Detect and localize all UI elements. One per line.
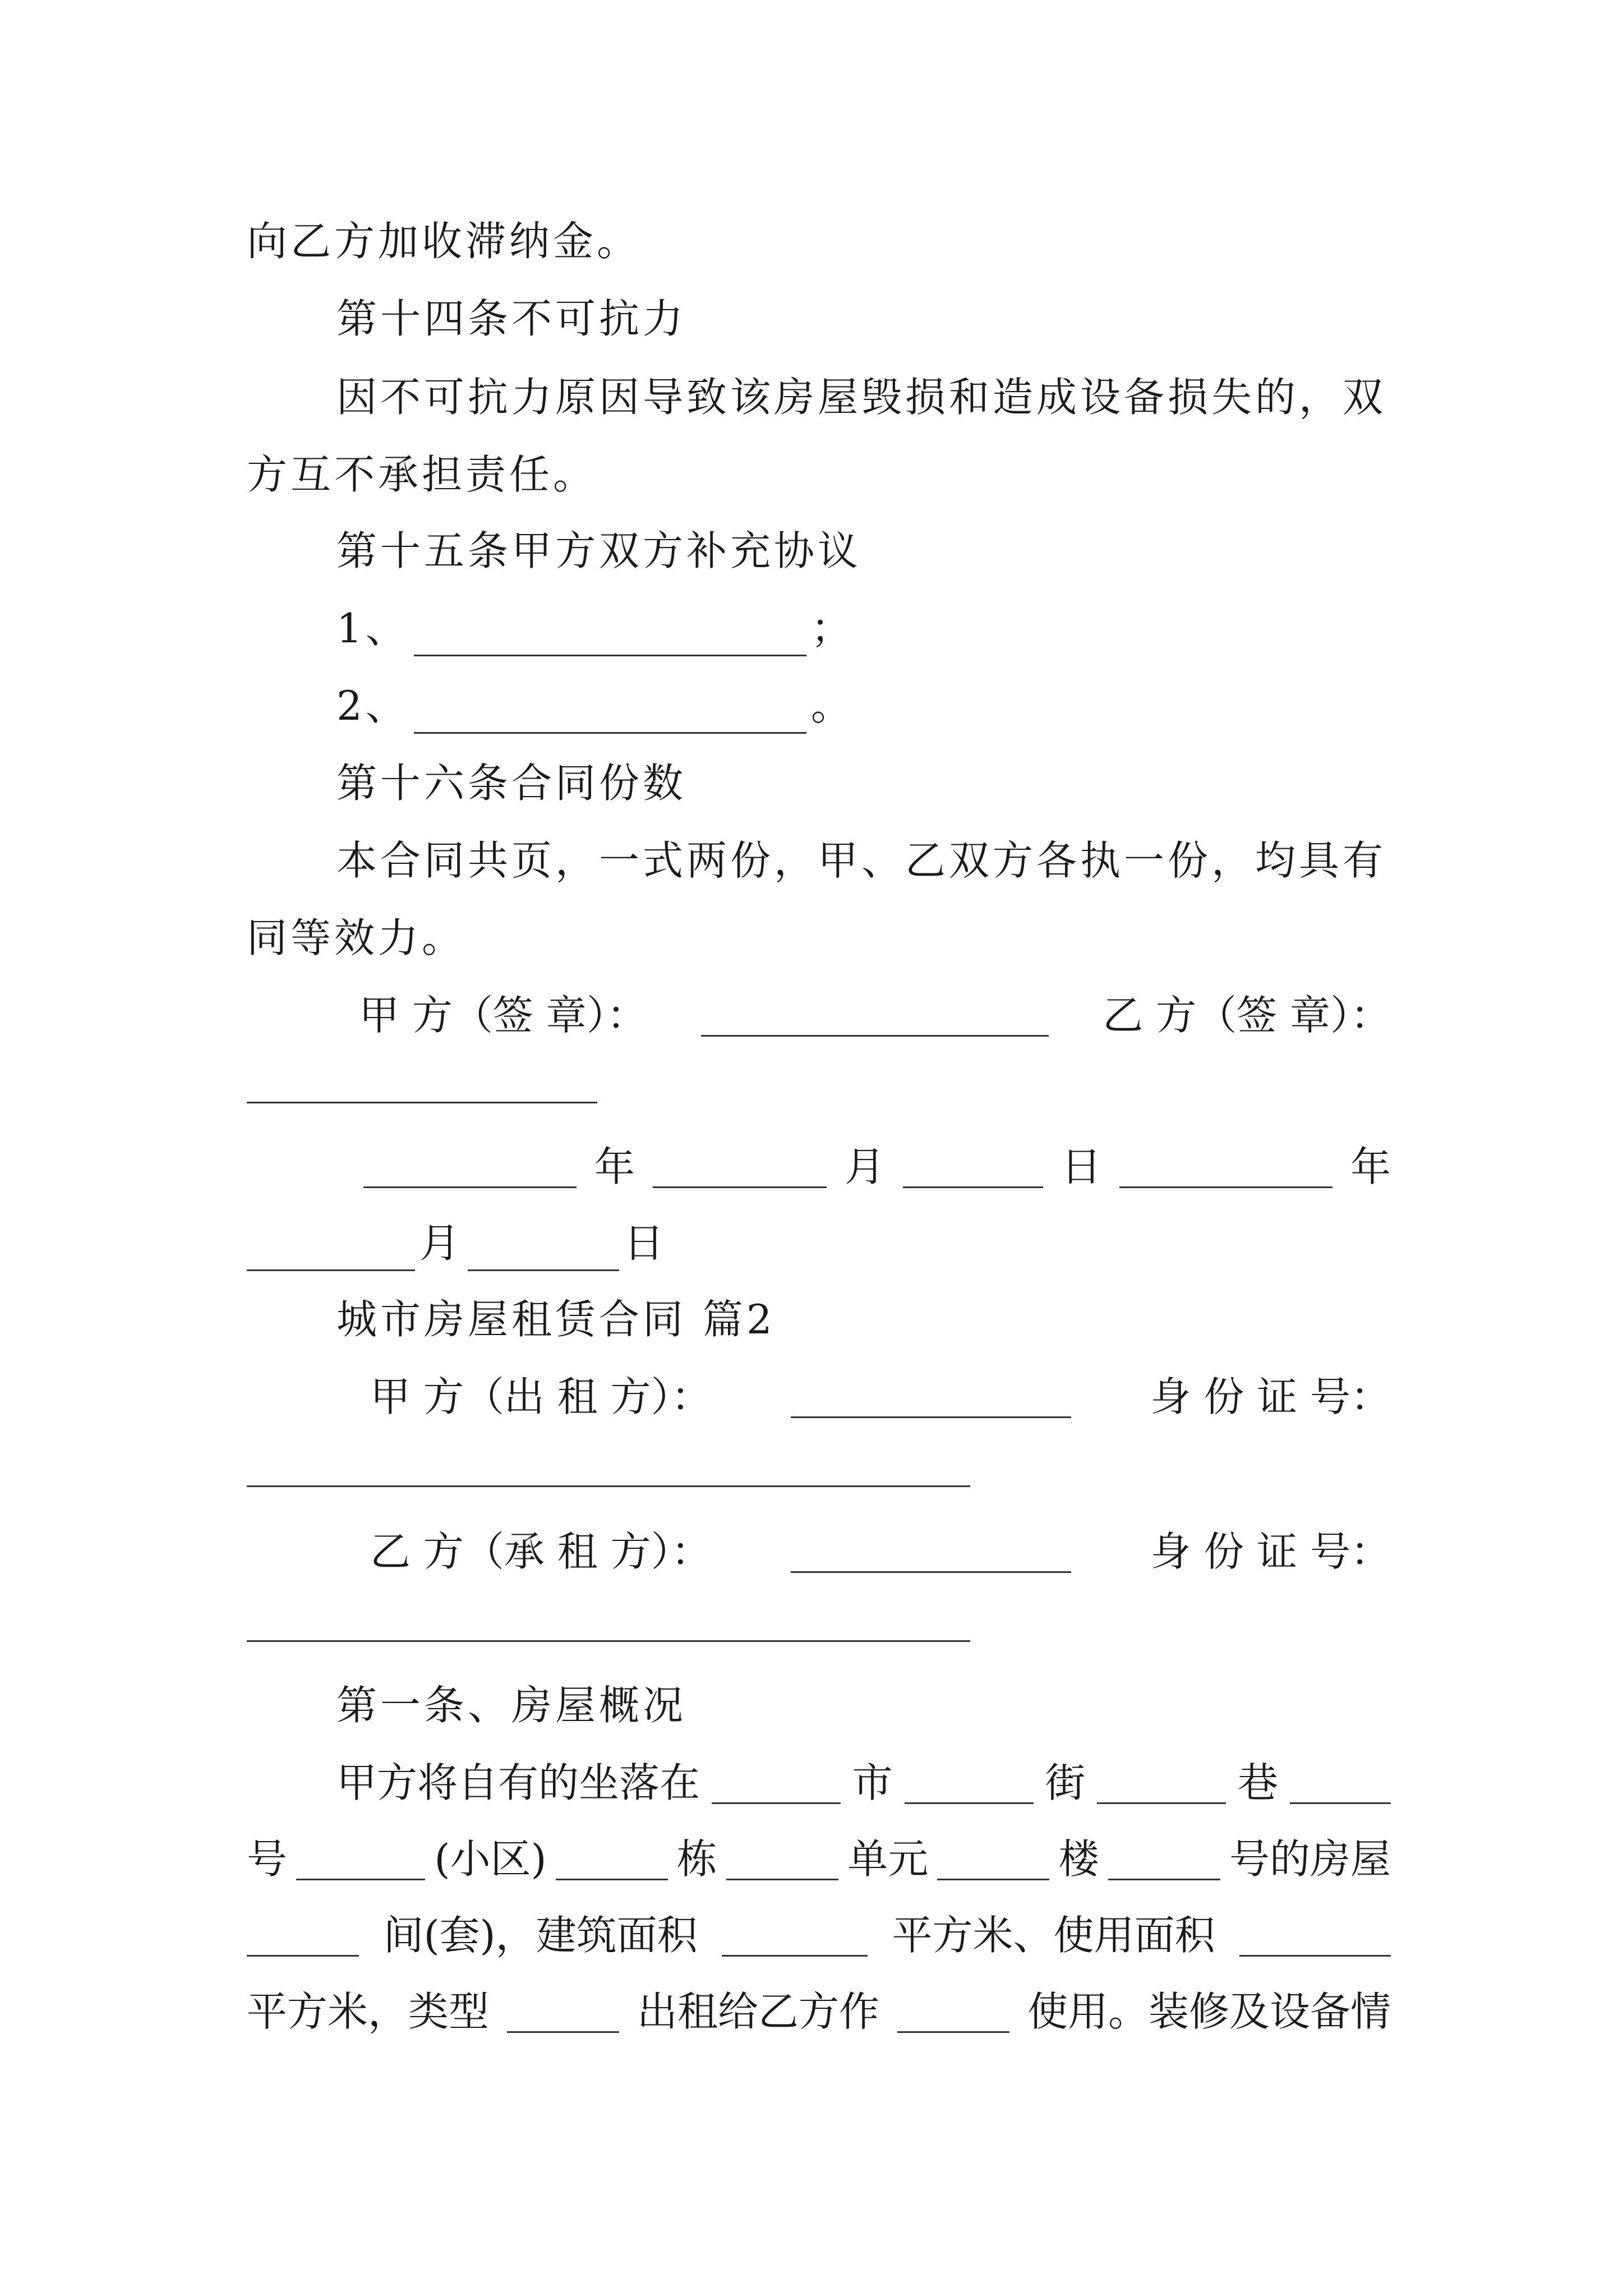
year-field[interactable] — [363, 1146, 577, 1188]
section-heading: 城市房屋租赁合同 篇2 — [336, 1296, 776, 1343]
text-line: 本合同共页，一式两份，甲、乙双方各执一份，均具有 — [336, 837, 1387, 884]
text-fragment: 单元 — [847, 1835, 929, 1883]
article-1-title: 第一条、房屋概况 — [336, 1682, 687, 1729]
article-14-title: 第十四条不可抗力 — [336, 295, 687, 342]
text-fragment: 平方米、使用面积 — [892, 1912, 1215, 1959]
party-b-name-field[interactable] — [791, 1531, 1071, 1573]
party-a-label: 甲 方（出 租 方）： — [370, 1373, 712, 1420]
party-b-row — [370, 1524, 1391, 1580]
blank-field[interactable] — [414, 614, 806, 656]
blank-field[interactable] — [414, 692, 806, 734]
signature-row — [359, 987, 1391, 1043]
id-number-label: 身 份 证 号： — [1150, 1373, 1391, 1420]
street-field[interactable] — [905, 1762, 1034, 1804]
text-fragment: 甲方将自有的坐落在 — [336, 1759, 700, 1806]
text-fragment: 号的房屋 — [1229, 1835, 1391, 1883]
text-line: 向乙方加收滞纳金。 — [247, 218, 641, 265]
item-punct: 。 — [810, 682, 855, 729]
usable-area-field[interactable] — [1239, 1915, 1391, 1957]
text-fragment: 间(套)，建筑面积 — [383, 1912, 698, 1959]
date-row — [359, 1139, 1391, 1195]
text-fragment: 巷 — [1238, 1759, 1279, 1806]
property-line-4 — [247, 1984, 1391, 2040]
party-b-id-field[interactable] — [247, 1640, 970, 1642]
blank-field[interactable] — [296, 1838, 425, 1880]
item-number: 1、 — [336, 605, 409, 652]
property-line-2 — [247, 1831, 1391, 1887]
building-field[interactable] — [556, 1838, 668, 1880]
text-fragment: 市 — [852, 1759, 893, 1806]
room-field[interactable] — [1108, 1838, 1220, 1880]
text-fragment: 号 — [247, 1835, 288, 1883]
item-number: 2、 — [336, 682, 409, 729]
month-label: 月 — [419, 1220, 464, 1267]
text-fragment: (小区) — [434, 1835, 547, 1883]
text-fragment: 街 — [1045, 1759, 1086, 1806]
floor-field[interactable] — [937, 1838, 1049, 1880]
item-punct: ； — [810, 605, 855, 652]
day-label: 日 — [1061, 1143, 1101, 1190]
lane-field[interactable] — [1097, 1762, 1226, 1804]
article-16-title: 第十六条合同份数 — [336, 760, 687, 807]
building-area-field[interactable] — [722, 1915, 868, 1957]
year-label: 年 — [1350, 1143, 1391, 1190]
month-label: 月 — [844, 1143, 885, 1190]
date-row-continued — [247, 1215, 1391, 1271]
text-line: 同等效力。 — [247, 914, 466, 961]
supplement-item-1 — [336, 600, 1391, 656]
type-field[interactable] — [507, 1991, 619, 2033]
unit-field[interactable] — [726, 1838, 838, 1880]
text-line: 方互不承担责任。 — [247, 451, 597, 498]
property-line-3 — [247, 1907, 1391, 1963]
day-field[interactable] — [903, 1146, 1043, 1188]
usage-field[interactable] — [897, 1991, 1009, 2033]
text-line: 因不可抗力原因导致该房屋毁损和造成设备损失的，双 — [336, 374, 1387, 421]
party-a-row — [370, 1369, 1391, 1425]
month-field[interactable] — [247, 1229, 415, 1271]
year-field[interactable] — [1119, 1146, 1332, 1188]
number-field[interactable] — [1290, 1762, 1391, 1804]
party-a-signature-field[interactable] — [701, 995, 1049, 1037]
text-fragment: 楼 — [1058, 1835, 1099, 1883]
city-field[interactable] — [712, 1762, 841, 1804]
text-fragment: 平方米，类型 — [247, 1988, 490, 2035]
day-label: 日 — [624, 1220, 668, 1267]
year-label: 年 — [594, 1143, 635, 1190]
party-a-id-field[interactable] — [247, 1485, 970, 1487]
party-b-signature-label: 乙 方（签 章）： — [1103, 992, 1391, 1039]
text-fragment: 栋 — [676, 1835, 717, 1883]
supplement-item-2 — [336, 678, 1391, 734]
party-b-signature-field[interactable] — [247, 1102, 597, 1103]
text-fragment: 出租给乙方作 — [637, 1988, 879, 2035]
article-15-title: 第十五条甲方双方补充协议 — [336, 527, 862, 574]
party-a-signature-label: 甲 方（签 章）： — [359, 992, 647, 1039]
text-fragment: 使用。装修及设备情 — [1027, 1988, 1391, 2035]
rooms-field[interactable] — [247, 1915, 359, 1957]
id-number-label: 身 份 证 号： — [1150, 1528, 1391, 1575]
property-line-1 — [336, 1755, 1391, 1811]
month-field[interactable] — [653, 1146, 827, 1188]
day-field[interactable] — [468, 1229, 619, 1271]
party-b-label: 乙 方（承 租 方）： — [370, 1528, 712, 1575]
party-a-name-field[interactable] — [791, 1376, 1071, 1418]
